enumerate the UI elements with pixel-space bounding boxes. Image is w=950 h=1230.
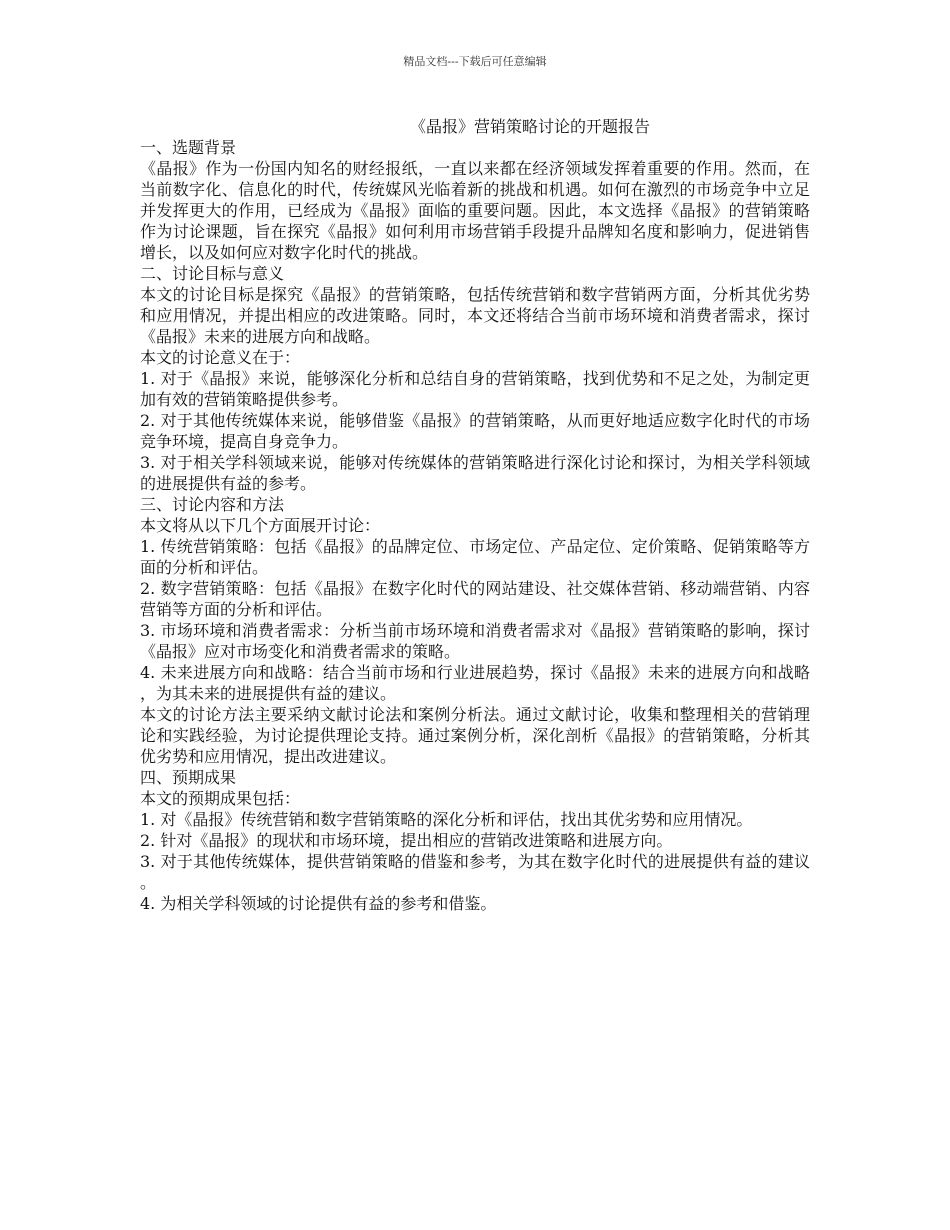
list-item: 1. 传统营销策略：包括《晶报》的品牌定位、市场定位、产品定位、定价策略、促销策略等方面的分析和评估。 — [140, 537, 810, 577]
list-item: 3. 市场环境和消费者需求：分析当前市场环境和消费者需求对《晶报》营销策略的影响，探讨《晶报》应对市场变化和消费者需求的策略。 — [140, 621, 810, 661]
paragraph: 本文的讨论方法主要采纳文献讨论法和案例分析法。通过文献讨论，收集和整理相关的营销理论和实践经验，为讨论提供理论支持。通过案例分析，深化剖析《晶报》的营销策略，分析其优劣势和应用情况，提出改进建议。 — [140, 705, 810, 766]
list-item: 2. 对于其他传统媒体来说，能够借鉴《晶报》的营销策略，从而更好地适应数字化时代的市场竞争环境，提高自身竞争力。 — [140, 411, 810, 451]
list-item: 1. 对《晶报》传统营销和数字营销策略的深化分析和评估，找出其优劣势和应用情况。 — [140, 810, 753, 829]
section-heading-goals: 二、讨论目标与意义 — [140, 264, 285, 283]
page-header: 精品文档---下载后可任意编辑 — [403, 55, 547, 68]
paragraph: 本文将从以下几个方面展开讨论： — [140, 516, 381, 535]
list-item: 4. 为相关学科领域的讨论提供有益的参考和借鉴。 — [140, 894, 497, 913]
section-heading-content-methods: 三、讨论内容和方法 — [140, 495, 285, 514]
list-item: 3. 对于相关学科领域来说，能够对传统媒体的营销策略进行深化讨论和探讨，为相关学科领域的进展提供有益的参考。 — [140, 453, 810, 493]
paragraph: 本文的讨论意义在于： — [140, 348, 301, 367]
document-title: 《晶报》营销策略讨论的开题报告 — [409, 117, 650, 136]
section-heading-expected-results: 四、预期成果 — [140, 768, 237, 787]
paragraph: 本文的讨论目标是探究《晶报》的营销策略，包括传统营销和数字营销两方面，分析其优劣势和应用情况，并提出相应的改进策略。同时，本文还将结合当前市场环境和消费者需求，探讨《晶报》未来的进展方向和战略。 — [140, 285, 810, 346]
list-item: 2. 针对《晶报》的现状和市场环境，提出相应的营销改进策略和进展方向。 — [140, 831, 673, 850]
paragraph: 《晶报》作为一份国内知名的财经报纸，一直以来都在经济领域发挥着重要的作用。然而，在当前数字化、信息化的时代，传统媒风光临着新的挑战和机遇。如何在激烈的市场竞争中立足并发挥更大的作用，已经成为《晶报》面临的重要问题。因此，本文选择《晶报》的营销策略作为讨论课题，旨在探究《晶报》如何利用市场营销手段提升品牌知名度和影响力，促进销售增长，以及如何应对数字化时代的挑战。 — [140, 159, 810, 262]
list-item: 2. 数字营销策略：包括《晶报》在数字化时代的网站建设、社交媒体营销、移动端营销、内容营销等方面的分析和评估。 — [140, 579, 810, 619]
section-heading-background: 一、选题背景 — [140, 138, 237, 157]
paragraph: 本文的预期成果包括： — [140, 789, 301, 808]
list-item: 1. 对于《晶报》来说，能够深化分析和总结自身的营销策略，找到优势和不足之处，为制定更加有效的营销策略提供参考。 — [140, 369, 810, 409]
document-body — [140, 116, 810, 914]
list-item: 3. 对于其他传统媒体，提供营销策略的借鉴和参考，为其在数字化时代的进展提供有益的建议。 — [140, 852, 810, 892]
list-item: 4. 未来进展方向和战略：结合当前市场和行业进展趋势，探讨《晶报》未来的进展方向和战略，为其未来的进展提供有益的建议。 — [140, 663, 810, 703]
